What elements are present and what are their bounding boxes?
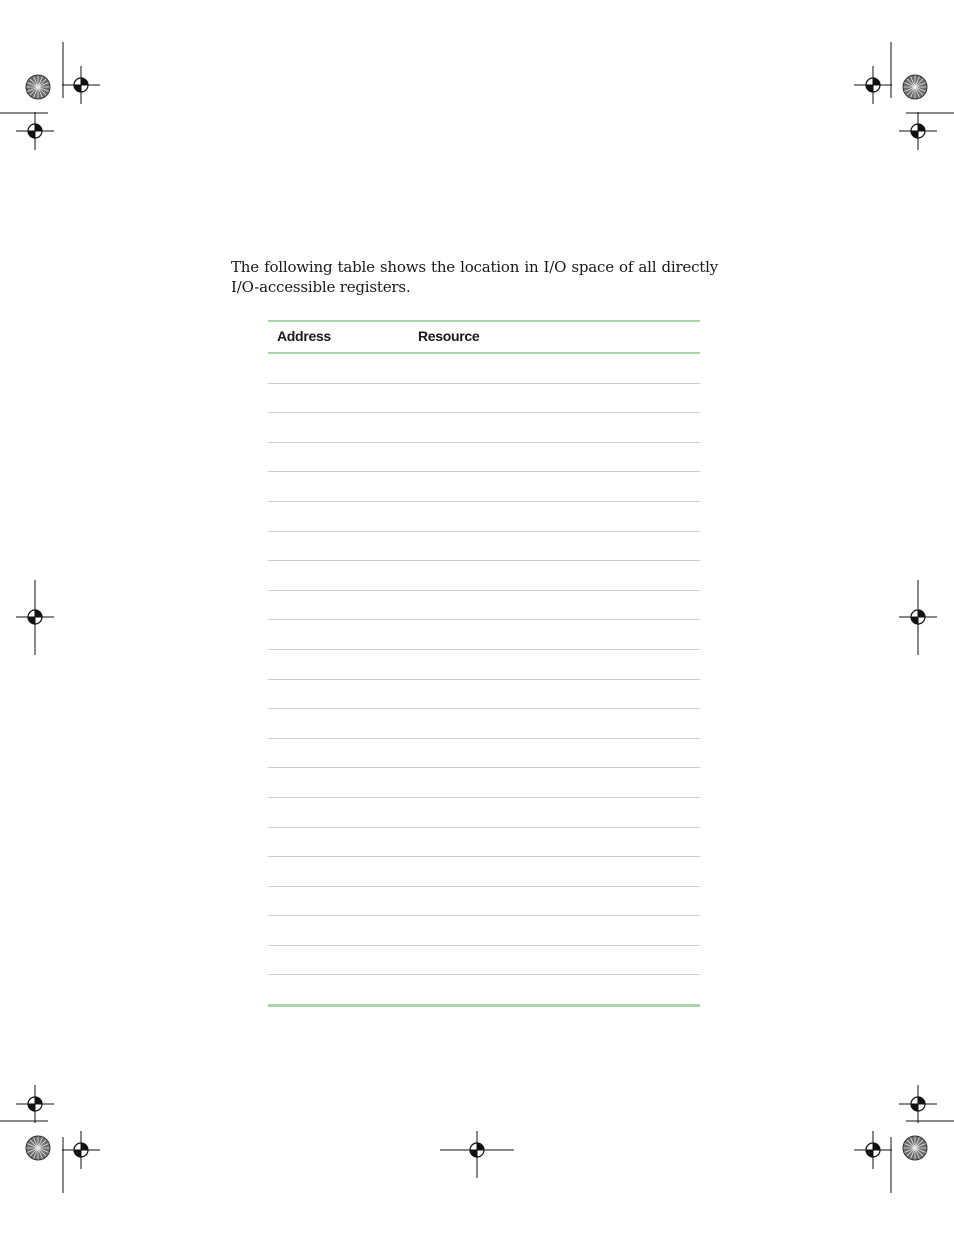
table-row: [268, 857, 700, 887]
column-header-address: Address: [277, 328, 331, 344]
column-header-resource: Resource: [418, 328, 480, 344]
table-row: [268, 828, 700, 858]
starburst-registration-icon: [903, 1136, 927, 1160]
table-row: [268, 384, 700, 414]
table-row: [268, 532, 700, 562]
crosshair-registration-icon: [62, 1131, 100, 1169]
table-body: [268, 354, 700, 1007]
crosshair-registration-icon: [854, 1131, 892, 1169]
table-row: [268, 739, 700, 769]
table-row: [268, 650, 700, 680]
io-register-table: [268, 320, 700, 1007]
table-row: [268, 916, 700, 946]
table-row: [268, 887, 700, 917]
crosshair-registration-icon: [854, 66, 892, 104]
table-row: [268, 975, 700, 1007]
crosshair-registration-icon: [62, 66, 100, 104]
table-row: [268, 680, 700, 710]
table-header: [268, 322, 700, 354]
starburst-registration-icon: [26, 75, 50, 99]
crosshair-registration-icon: [16, 1085, 54, 1123]
crosshair-registration-icon: [899, 112, 937, 150]
table-row: [268, 709, 700, 739]
table-row: [268, 946, 700, 976]
starburst-registration-icon: [26, 1136, 50, 1160]
table-row: [268, 798, 700, 828]
table-row: [268, 768, 700, 798]
table-row: [268, 413, 700, 443]
table-row: [268, 354, 700, 384]
starburst-registration-icon: [903, 75, 927, 99]
table-row: [268, 472, 700, 502]
intro-paragraph: The following table shows the location in I/O space of all directly I/O-accessible registers.: [231, 258, 718, 296]
table-row: [268, 620, 700, 650]
table-row: [268, 502, 700, 532]
table-row: [268, 561, 700, 591]
table-row: [268, 591, 700, 621]
crosshair-registration-icon: [16, 112, 54, 150]
table-row: [268, 443, 700, 473]
crosshair-registration-icon: [899, 1085, 937, 1123]
